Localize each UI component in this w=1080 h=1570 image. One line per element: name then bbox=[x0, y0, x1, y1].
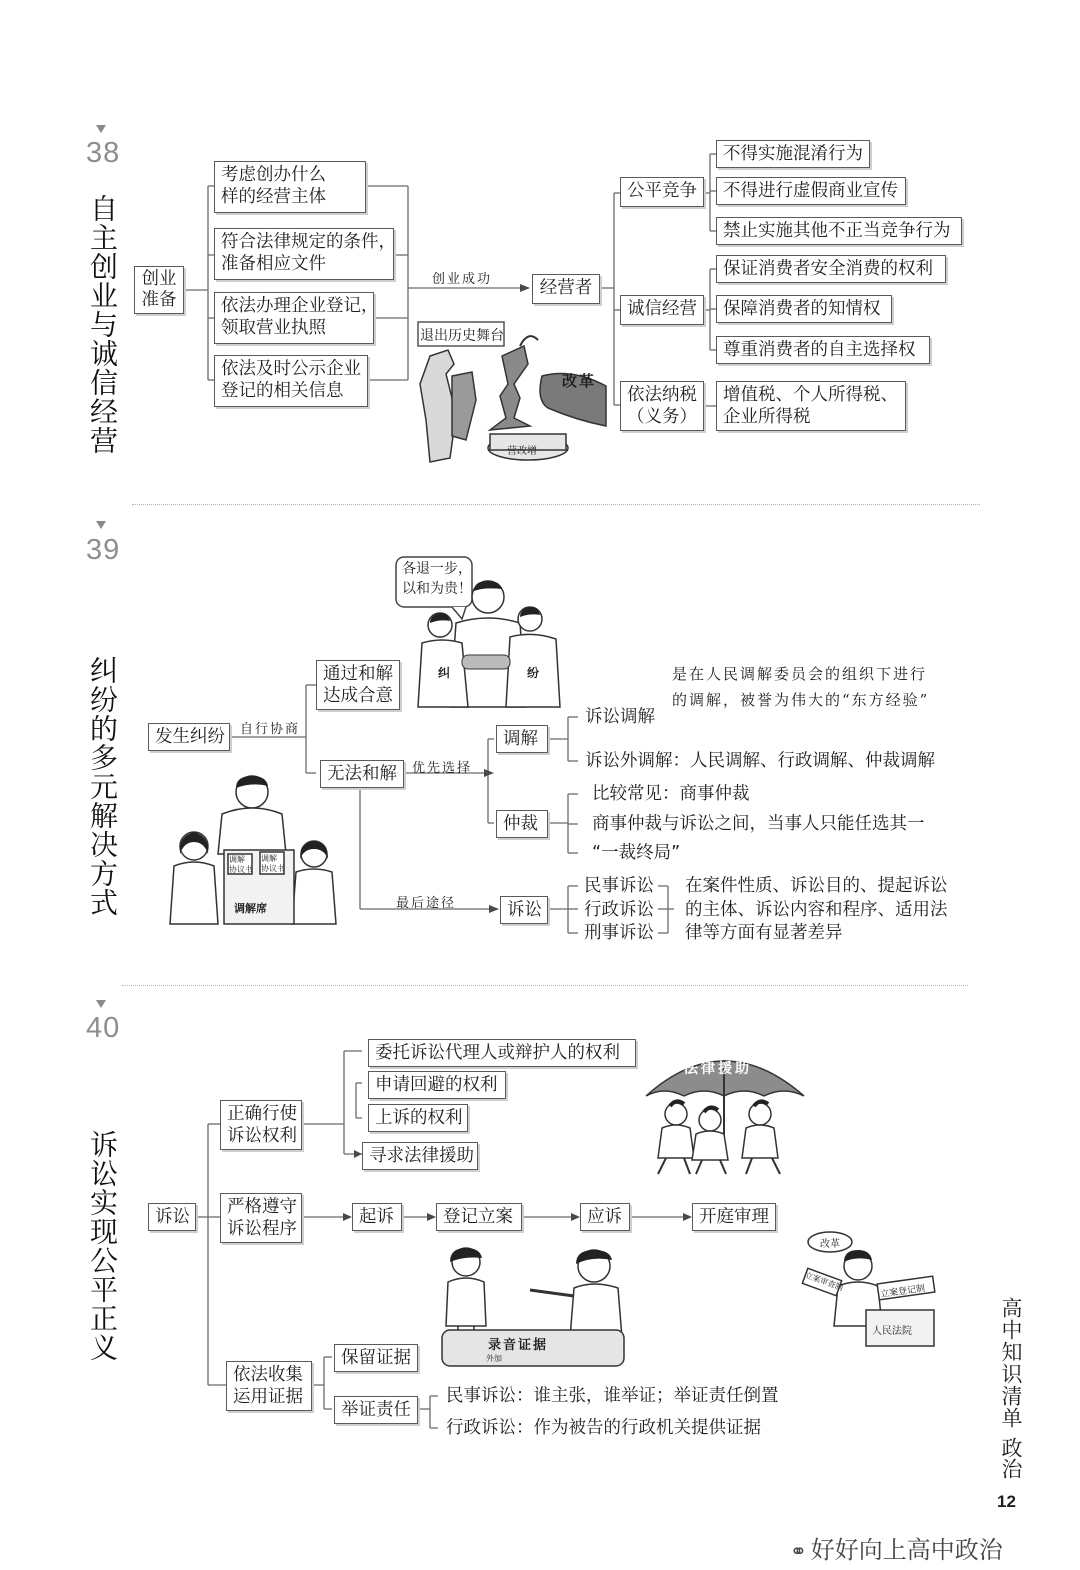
s38-operator: 经营者 bbox=[532, 274, 600, 304]
watermark: ⚭ 好好向上高中政治 bbox=[790, 1536, 1003, 1564]
s39-arb-1: 比较常见：商事仲裁 bbox=[592, 784, 750, 804]
s39-litigation: 诉讼 bbox=[500, 896, 548, 924]
s38-edge-label: 创业成功 bbox=[432, 272, 493, 287]
s39-root: 发生纠纷 bbox=[148, 723, 230, 751]
s39-note-2: 的调解，被誉为伟大的“东方经验” bbox=[672, 691, 930, 709]
s40-step-3: 应诉 bbox=[580, 1203, 630, 1231]
reconcile-right-tag: 纷 bbox=[527, 666, 540, 680]
section-38-number: 38 bbox=[86, 137, 121, 169]
s39-arbitration: 仲裁 bbox=[496, 810, 548, 838]
subject-label: 政治 bbox=[999, 1437, 1023, 1479]
s40-procedure: 严格遵守 诉讼程序 bbox=[220, 1193, 302, 1243]
s39-edge-last: 最后途径 bbox=[396, 896, 457, 911]
s38-honest-item-3: 尊重消费者的自主选择权 bbox=[716, 336, 930, 364]
mediation-paper-2: 调解 协议书 bbox=[261, 854, 285, 873]
cartoon-hand-reform: 改革 bbox=[562, 372, 597, 390]
s38-honest: 诚信经营 bbox=[620, 295, 704, 325]
section-40-title: 诉讼实现公平正义 bbox=[86, 1130, 119, 1362]
section-40-marker bbox=[96, 1000, 106, 1008]
section-39-number: 39 bbox=[86, 534, 121, 566]
section-38-title: 自主创业与诚信经营 bbox=[86, 194, 119, 455]
s39-lit-type-3: 刑事诉讼 bbox=[584, 923, 654, 943]
s40-rights-item-2: 申请回避的权利 bbox=[368, 1071, 506, 1099]
s40-step-1: 起诉 bbox=[352, 1203, 402, 1231]
reconcile-left-tag: 纠 bbox=[438, 666, 451, 680]
s40-root: 诉讼 bbox=[148, 1203, 196, 1231]
s40-burden-2: 行政诉讼：作为被告的行政机关提供证据 bbox=[446, 1418, 761, 1438]
s39-edge-prefer: 优先选择 bbox=[412, 761, 473, 776]
s39-lit-desc-3: 律等方面有显著差异 bbox=[685, 923, 843, 943]
s39-non-lit-med: 诉讼外调解：人民调解、行政调解、仲裁调解 bbox=[585, 751, 935, 771]
court-bubble: 改革 bbox=[820, 1239, 840, 1250]
s39-arb-3: “一裁终局” bbox=[592, 843, 681, 863]
mediation-desk-label: 调解席 bbox=[234, 902, 267, 915]
s39-lit-type-2: 行政诉讼 bbox=[584, 900, 654, 920]
s38-tax-items: 增值税、个人所得税、 企业所得税 bbox=[716, 381, 906, 431]
s39-lit-type-1: 民事诉讼 bbox=[584, 876, 654, 896]
s38-tax: 依法纳税 （义务） bbox=[620, 381, 704, 431]
s40-rights-item-1: 委托诉讼代理人或辩护人的权利 bbox=[368, 1039, 636, 1067]
s39-lit-med: 诉讼调解 bbox=[585, 707, 655, 727]
phone-evidence-label: 录音证据 bbox=[488, 1338, 549, 1353]
s38-prep-4: 依法及时公示企业 登记的相关信息 bbox=[214, 355, 368, 407]
s39-edge-self: 自行协商 bbox=[240, 722, 301, 737]
mediation-paper-1: 调解 协议书 bbox=[229, 855, 253, 874]
s40-rights: 正确行使 诉讼权利 bbox=[220, 1100, 302, 1150]
s40-step-4: 开庭审理 bbox=[692, 1203, 776, 1231]
wechat-icon: ⚭ bbox=[790, 1539, 807, 1563]
s38-root-box: 创业 准备 bbox=[134, 266, 184, 314]
section-divider-1 bbox=[132, 504, 980, 505]
s38-fair-item-1: 不得实施混淆行为 bbox=[716, 140, 870, 168]
s40-evidence: 依法收集 运用证据 bbox=[226, 1361, 312, 1411]
s39-lit-desc-2: 的主体、诉讼内容和程序、适用法 bbox=[685, 900, 948, 920]
cartoon-sign-exit: 退出历史舞台 bbox=[420, 328, 504, 344]
s38-fair-item-3: 禁止实施其他不正当竞争行为 bbox=[716, 217, 962, 245]
s39-settle: 通过和解 达成合意 bbox=[316, 660, 400, 710]
section-divider-2 bbox=[122, 985, 968, 986]
s40-rights-item-4: 寻求法律援助 bbox=[362, 1142, 478, 1170]
court-sign-new: 立案登记制 bbox=[879, 1283, 926, 1301]
legal-aid-umbrella-illustration bbox=[640, 1036, 810, 1176]
umbrella-label: 法律援助 bbox=[684, 1061, 752, 1077]
cartoon-base-label: 营改增 bbox=[507, 446, 537, 457]
s39-fail: 无法和解 bbox=[320, 760, 404, 788]
s38-honest-item-2: 保障消费者的知情权 bbox=[716, 295, 892, 323]
reconcile-bubble: 各退一步， 以和为贵！ bbox=[402, 561, 472, 597]
s38-fair-item-2: 不得进行虚假商业宣传 bbox=[716, 177, 906, 205]
phone-evidence-sub: 外加 bbox=[486, 1354, 502, 1363]
book-title: 高中知识清单 bbox=[999, 1297, 1023, 1429]
court-sign-old: 立案审查制 bbox=[803, 1270, 845, 1293]
s40-burden-1: 民事诉讼：谁主张，谁举证；举证责任倒置 bbox=[446, 1386, 779, 1406]
s40-step-2: 登记立案 bbox=[436, 1203, 522, 1231]
section-40-number: 40 bbox=[86, 1012, 121, 1044]
s38-prep-1: 考虑创办什么 样的经营主体 bbox=[214, 161, 366, 213]
s39-arb-2: 商事仲裁与诉讼之间，当事人只能任选其一 bbox=[592, 814, 925, 834]
s38-prep-2: 符合法律规定的条件， 准备相应文件 bbox=[214, 228, 394, 280]
page-number: 12 bbox=[997, 1492, 1016, 1511]
s39-mediation: 调解 bbox=[496, 725, 548, 753]
s40-rights-item-3: 上诉的权利 bbox=[368, 1104, 468, 1132]
section-39-marker bbox=[96, 521, 106, 529]
section-39-title: 纠纷的多元解决方式 bbox=[86, 656, 119, 917]
s38-honest-item-1: 保证消费者安全消费的权利 bbox=[716, 255, 946, 283]
court-box-label: 人民法院 bbox=[872, 1326, 912, 1337]
s39-lit-desc-1: 在案件性质、诉讼目的、提起诉讼 bbox=[685, 876, 948, 896]
s38-prep-3: 依法办理企业登记， 领取营业执照 bbox=[214, 292, 374, 344]
s39-note-1: 是在人民调解委员会的组织下进行 bbox=[672, 665, 928, 683]
s38-fair: 公平竞争 bbox=[620, 177, 704, 207]
s40-ev-burden: 举证责任 bbox=[334, 1396, 418, 1424]
s40-ev-keep: 保留证据 bbox=[334, 1344, 418, 1372]
recording-evidence-illustration bbox=[436, 1244, 636, 1374]
